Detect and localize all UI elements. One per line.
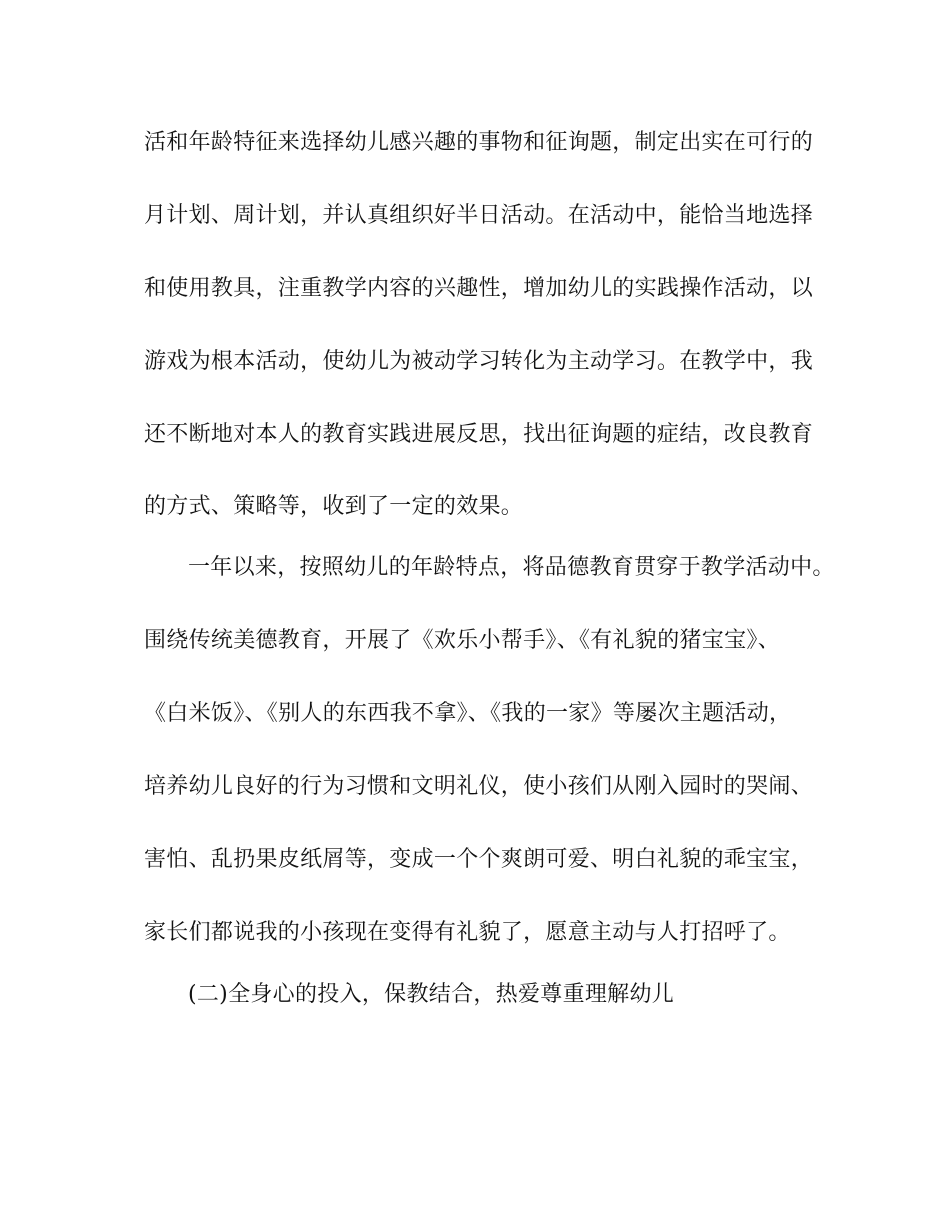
- text-line-1: 活和年龄特征来选择幼儿感兴趣的事物和征询题，制定出实在可行的: [144, 130, 814, 155]
- text-line-12: 家长们都说我的小孩现在变得有礼貌了，愿意主动与人打招呼了。: [144, 920, 791, 945]
- paragraph-start-line: 一年以来，按照幼儿的年龄特点，将品德教育贯穿于教学活动中。: [188, 555, 835, 580]
- text-line-5: 还不断地对本人的教育实践进展反思，找出征询题的症结，改良教育: [144, 422, 814, 447]
- text-line-4: 游戏为根本活动，使幼儿为被动学习转化为主动学习。在教学中，我: [144, 349, 814, 374]
- text-line-9: 《白米饭》、《别人的东西我不拿》、《我的一家》等屡次主题活动，: [144, 701, 792, 726]
- section-heading: (二)全身心的投入，保教结合，热爱尊重理解幼儿: [188, 982, 675, 1007]
- text-line-8: 围绕传统美德教育，开展了《欢乐小帮手》、《有礼貌的猪宝宝》、: [144, 628, 781, 653]
- text-line-11: 害怕、乱扔果皮纸屑等，变成一个个爽朗可爱、明白礼貌的乖宝宝，: [144, 847, 814, 872]
- text-line-6: 的方式、策略等，收到了一定的效果。: [144, 494, 524, 519]
- text-line-3: 和使用教具，注重教学内容的兴趣性，增加幼儿的实践操作活动，以: [144, 276, 814, 301]
- text-line-10: 培养幼儿良好的行为习惯和文明礼仪，使小孩们从刚入园时的哭闹、: [144, 774, 814, 799]
- text-line-2: 月计划、周计划，并认真组织好半日活动。在活动中，能恰当地选择: [144, 203, 814, 228]
